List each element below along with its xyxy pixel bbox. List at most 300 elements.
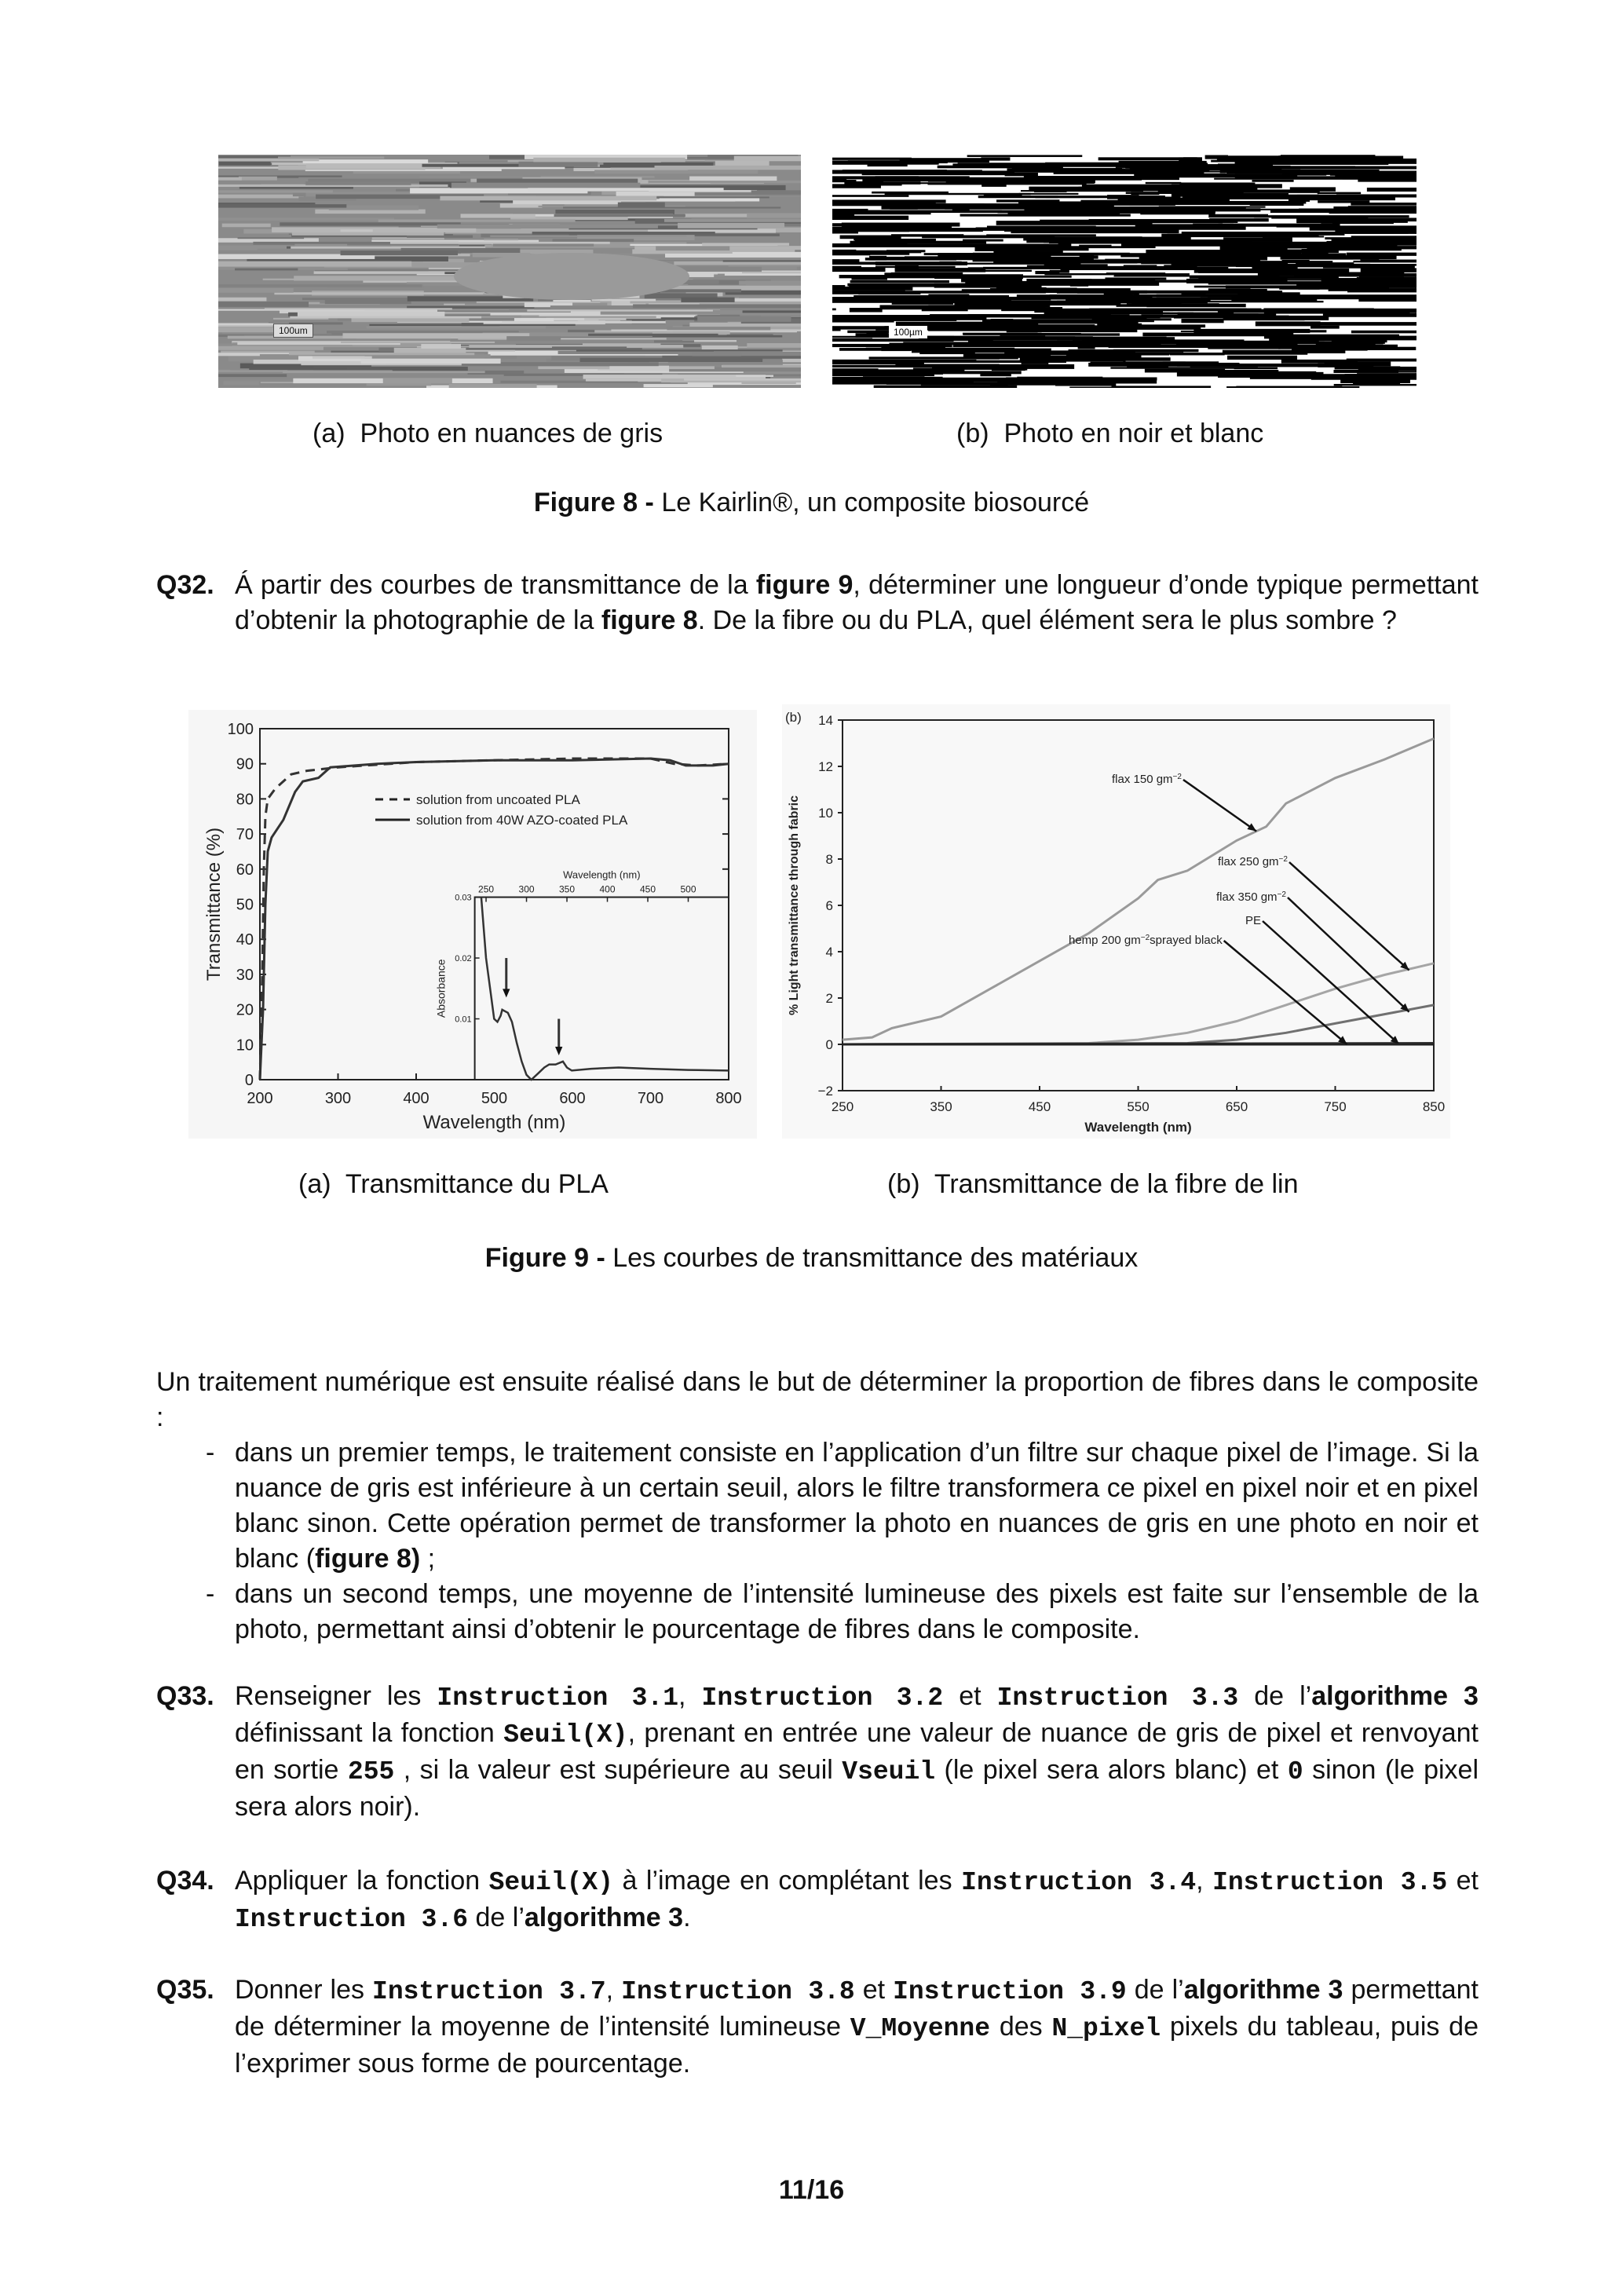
fiber-streak <box>843 369 859 372</box>
figure-title-text: Les courbes de transmittance des matériaux <box>605 1243 1139 1273</box>
fiber-streak <box>729 265 801 266</box>
fiber-streak <box>1161 234 1318 237</box>
fiber-streak <box>1270 330 1327 332</box>
fiber-streak <box>832 287 912 291</box>
fiber-streak <box>555 210 674 214</box>
fiber-streak <box>609 366 669 371</box>
fiber-streak <box>875 261 967 265</box>
fiber-streak <box>1196 267 1229 271</box>
fiber-streak <box>981 182 1006 187</box>
fiber-streak <box>1109 342 1241 345</box>
photo-grayscale <box>218 155 801 388</box>
fiber-streak <box>1022 363 1049 364</box>
series-label: PE <box>1245 914 1262 927</box>
fiber-streak <box>927 183 1086 185</box>
fiber-streak <box>843 170 947 174</box>
caption-text: Photo en noir et blanc <box>1003 419 1264 448</box>
fiber-streak <box>1208 214 1268 218</box>
fiber-streak <box>280 222 460 225</box>
caption-b <box>956 416 1263 452</box>
fiber-streak <box>1226 250 1339 253</box>
inset-y-tick-label: 0.01 <box>455 1015 472 1025</box>
fiber-streak <box>1029 187 1109 191</box>
series-label: flax 350 $gm^{-2}$ <box>1216 890 1286 904</box>
fiber-streak <box>930 314 1043 317</box>
fiber-streak <box>294 276 467 280</box>
photo-black-white <box>832 155 1416 388</box>
fiber-streak <box>1359 276 1416 280</box>
fiber-streak <box>461 214 536 218</box>
fiber-streak <box>532 232 715 235</box>
y-tick-label: 60 <box>236 861 254 879</box>
fiber-streak <box>1120 253 1222 257</box>
fiber-streak <box>278 156 384 159</box>
pla-region <box>454 253 689 300</box>
fiber-streak <box>588 334 718 336</box>
fiber-streak <box>437 225 658 229</box>
x-tick-label: 800 <box>715 1090 742 1107</box>
fiber-streak <box>239 177 277 181</box>
fiber-streak <box>477 179 638 184</box>
fiber-streak <box>1226 386 1359 388</box>
fiber-streak <box>1236 265 1406 267</box>
fiber-streak <box>290 316 481 319</box>
fiber-streak <box>832 259 859 263</box>
fiber-streak <box>1066 299 1211 301</box>
fiber-streak <box>1127 303 1219 305</box>
fiber-streak <box>850 280 949 283</box>
fiber-streak <box>963 239 1003 242</box>
fiber-streak <box>1234 313 1259 318</box>
y-tick-label: 2 <box>825 991 833 1006</box>
bullet-text: dans un premier temps, le traitement consiste en l’application d’un filtre sur chaque pixel de l’image. Si la nuance de gris est inférieure à un certain seuil, alors le filtre transformera ce pixel en pixel noir et en pixel blanc sinon. Cette opération permet de transformer la photo en nuances de gris en une photo en noir et blanc (figure 8) ; <box>235 1438 1479 1574</box>
fiber-streak <box>1072 320 1154 322</box>
fiber-streak <box>218 346 324 350</box>
series-label: flax 150 $gm^{-2}$ <box>1112 772 1182 786</box>
bullet-text: dans un second temps, une moyenne de l’intensité lumineuse des pixels est faite sur l’ensemble de la photo, permettant ainsi d’obtenir le pourcentage de fibres dans le composite. <box>235 1579 1479 1644</box>
annotation-arrow <box>1224 941 1347 1044</box>
fiber-streak <box>832 338 872 341</box>
fiber-streak <box>1234 367 1278 370</box>
fiber-streak <box>580 358 763 362</box>
fiber-streak <box>451 183 640 188</box>
fiber-streak <box>1318 192 1361 195</box>
fiber-streak <box>1032 315 1147 319</box>
fiber-streak <box>725 273 801 276</box>
fiber-streak <box>1098 387 1167 388</box>
fiber-streak <box>1078 345 1095 349</box>
fiber-streak <box>518 162 598 167</box>
fiber-streak <box>1208 346 1280 349</box>
fiber-streak <box>1208 281 1369 284</box>
fiber-streak <box>963 333 1080 335</box>
fiber-streak <box>1325 237 1416 239</box>
fiber-streak <box>1107 195 1139 199</box>
fiber-streak <box>747 213 801 218</box>
caption-label: (b) <box>887 1169 920 1199</box>
fiber-streak <box>702 243 789 245</box>
fiber-streak <box>832 266 861 269</box>
fiber-streak <box>869 256 886 261</box>
fiber-streak <box>325 300 411 304</box>
fiber-streak <box>1249 286 1318 287</box>
fiber-streak <box>1220 245 1270 250</box>
fiber-streak <box>665 254 801 258</box>
fiber-streak <box>378 219 576 221</box>
x-tick-label: 450 <box>1028 1099 1051 1114</box>
fiber-streak <box>667 327 770 330</box>
fiber-streak <box>1227 356 1297 360</box>
fiber-streak <box>649 181 801 184</box>
fiber-streak <box>883 203 985 205</box>
inset-y-axis-label: Absorbance <box>434 959 448 1018</box>
fiber-streak <box>1181 319 1223 323</box>
fiber-streak <box>832 158 912 160</box>
scale-bar-label: 100µm <box>889 326 927 338</box>
fiber-streak <box>218 302 309 307</box>
fiber-streak <box>218 204 346 207</box>
fiber-streak <box>218 218 394 221</box>
fiber-streak <box>1097 220 1223 223</box>
fiber-streak <box>837 252 909 255</box>
fiber-streak <box>1282 260 1310 263</box>
caption-a <box>298 1167 609 1202</box>
fiber-streak <box>1353 382 1400 384</box>
fiber-streak <box>895 265 919 269</box>
fiber-streak <box>832 250 856 252</box>
question-text: Donner les Instruction 3.7, Instruction 3.8 et Instruction 3.9 de l’algorithme 3 permettant de déterminer la moyenne de l’intensité lumineuse V_Moyenne des N_pixel pixels du tableau, puis de l’exprimer sous forme de pourcentage. <box>235 1975 1479 2078</box>
fiber-streak <box>1263 308 1373 311</box>
fiber-streak <box>1021 190 1143 192</box>
fiber-streak <box>1230 157 1271 160</box>
fiber-streak <box>493 243 594 246</box>
figure-title-text: Le Kairlin®, un composite biosourcé <box>653 488 1090 517</box>
fiber-streak <box>1267 322 1416 326</box>
fiber-streak <box>832 243 907 246</box>
series-label: hemp 200 $gm^{-2}sprayed$ black <box>1069 933 1223 947</box>
fiber-streak <box>218 190 333 192</box>
fiber-streak <box>832 309 836 311</box>
fiber-streak <box>944 270 1032 272</box>
fiber-streak <box>1156 201 1259 205</box>
y-tick-label: 12 <box>818 759 833 774</box>
fiber-streak <box>341 342 495 343</box>
inset-x-tick-label: 250 <box>478 883 495 895</box>
fiber-streak <box>219 162 271 166</box>
question-text: Á partir des courbes de transmittance de la figure 9, déterminer une longueur d’onde typique permettant d’obtenir la photographie de la figure 8. De la fibre ou du PLA, quel élément sera le plus sombre ? <box>235 570 1479 635</box>
fiber-streak <box>1252 180 1293 182</box>
fiber-streak <box>265 308 452 309</box>
fiber-streak <box>899 243 1072 247</box>
fiber-streak <box>533 158 685 163</box>
fiber-streak <box>218 284 422 287</box>
fiber-streak <box>979 301 1067 305</box>
figure-label: Figure 8 - <box>533 488 654 517</box>
fiber-streak <box>274 292 485 294</box>
fiber-streak <box>618 203 665 207</box>
fiber-streak <box>934 276 1072 278</box>
fiber-streak <box>739 281 801 285</box>
legend-label: solution from uncoated PLA <box>416 792 580 807</box>
fiber-streak <box>1135 224 1219 226</box>
fiber-streak <box>527 309 713 311</box>
fiber-streak <box>674 261 801 265</box>
fiber-streak <box>839 275 945 278</box>
question-number: Q35. <box>156 1975 214 2005</box>
fiber-streak <box>502 321 665 324</box>
fiber-streak <box>407 235 473 237</box>
fiber-streak <box>1181 331 1199 332</box>
fiber-streak <box>1172 184 1282 188</box>
fiber-streak <box>289 353 474 355</box>
fiber-streak <box>640 257 801 260</box>
fiber-streak <box>1127 364 1168 368</box>
y-tick-label: 14 <box>818 713 833 728</box>
caption-label: (b) <box>956 419 989 448</box>
x-axis-label: Wavelength (nm) <box>422 1112 566 1133</box>
fiber-streak <box>1250 375 1369 379</box>
fiber-streak <box>1080 200 1152 204</box>
fiber-streak <box>1026 279 1091 283</box>
scale-bar-label: 100um <box>273 324 313 338</box>
fiber-streak <box>1239 364 1329 367</box>
fiber-streak <box>218 327 282 332</box>
fiber-streak <box>967 155 1083 157</box>
fiber-streak <box>361 359 501 364</box>
fiber-streak <box>655 166 801 170</box>
fiber-streak <box>1183 196 1354 199</box>
fiber-streak <box>1174 316 1289 319</box>
fiber-streak <box>1123 361 1219 363</box>
x-tick-label: 300 <box>324 1090 352 1107</box>
fiber-streak <box>1327 342 1385 344</box>
fiber-streak <box>872 192 949 194</box>
fiber-streak <box>664 219 801 222</box>
fiber-streak <box>736 375 773 376</box>
caption-text: Photo en nuances de gris <box>360 419 663 448</box>
x-tick-label: 400 <box>403 1090 430 1107</box>
fiber-streak <box>872 200 930 203</box>
caption-text: Transmittance du PLA <box>345 1169 609 1199</box>
fiber-streak <box>1001 309 1173 311</box>
fiber-streak <box>1247 295 1357 298</box>
fiber-streak <box>874 386 1017 388</box>
y-tick-label: 6 <box>825 898 833 913</box>
fiber-streak <box>919 336 1075 339</box>
fiber-streak <box>996 199 1059 202</box>
fiber-streak <box>238 237 305 239</box>
fiber-streak <box>591 299 656 302</box>
fiber-streak <box>576 349 783 352</box>
inset-x-tick-label: 300 <box>518 883 535 895</box>
fiber-streak <box>222 224 271 228</box>
intro-paragraph: Un traitement numérique est ensuite réalisé dans le but de déterminer la proportion de fibres dans le composite : <box>156 1367 1479 1432</box>
fiber-streak <box>832 373 934 376</box>
fiber-streak <box>832 317 956 321</box>
fiber-streak <box>1115 259 1196 263</box>
caption-label: (a) <box>313 419 345 448</box>
fiber-streak <box>974 247 1036 251</box>
fiber-streak <box>1124 265 1157 266</box>
y-tick-label: 50 <box>236 896 254 914</box>
fiber-streak <box>1360 260 1416 263</box>
fiber-streak <box>702 345 738 350</box>
fiber-streak <box>1145 369 1225 373</box>
fiber-streak <box>218 261 411 267</box>
fiber-streak <box>235 269 298 271</box>
fiber-streak <box>884 272 916 275</box>
fiber-streak <box>1335 175 1416 179</box>
fiber-streak <box>369 324 575 326</box>
inset-x-tick-label: 500 <box>680 883 696 895</box>
fiber-streak <box>1323 313 1416 317</box>
y-axis-label: Transmittance (%) <box>203 827 225 982</box>
caption-text: Transmittance de la fibre de lin <box>934 1169 1299 1199</box>
fiber-streak <box>952 208 970 211</box>
fiber-streak <box>1358 367 1416 371</box>
fiber-streak <box>832 229 858 233</box>
annotation-arrow <box>1183 780 1256 832</box>
panel-label: (b) <box>785 710 802 725</box>
fiber-streak <box>303 159 429 163</box>
fiber-streak <box>553 300 590 302</box>
fiber-streak <box>832 195 908 197</box>
fiber-streak <box>306 163 440 168</box>
question-text: Renseigner les Instruction 3.1, Instruction 3.2 et Instruction 3.3 de l’algorithme 3 définissant la fonction Seuil(X), prenant en entrée une valeur de nuance de gris de pixel et renvoyant en sortie 255 , si la valeur est supérieure au seuil Vseuil (le pixel sera alors blanc) et 0 sinon (le pixel sera alors noir). <box>235 1681 1479 1822</box>
fiber-streak <box>449 384 537 388</box>
fiber-streak <box>367 384 432 386</box>
y-tick-label: 0 <box>244 1072 254 1089</box>
fiber-streak <box>1170 353 1225 355</box>
fiber-streak <box>1012 168 1084 172</box>
fiber-streak <box>997 343 1124 345</box>
fiber-streak <box>218 159 319 162</box>
fiber-streak <box>1050 270 1069 273</box>
fiber-streak <box>644 384 713 387</box>
fiber-streak <box>840 236 901 239</box>
bullet-dash: - <box>206 1438 215 1468</box>
fiber-streak <box>1179 157 1202 162</box>
fiber-streak <box>1310 326 1340 329</box>
fiber-streak <box>722 365 801 367</box>
fiber-streak <box>832 378 969 380</box>
fiber-streak <box>647 196 769 198</box>
fiber-streak <box>1134 174 1226 177</box>
fiber-streak <box>342 333 529 338</box>
y-tick-label: 90 <box>236 755 254 773</box>
y-tick-label: 40 <box>236 931 254 949</box>
fiber-streak <box>1367 188 1416 192</box>
x-axis-label: Wavelength (nm) <box>1084 1120 1192 1135</box>
fiber-streak <box>218 177 242 181</box>
chart-pla-transmittance <box>188 710 757 1139</box>
inset-y-tick-label: 0.03 <box>455 893 472 903</box>
page-number: 11/16 <box>778 2175 845 2205</box>
fiber-streak <box>1284 338 1325 341</box>
fiber-streak <box>1146 182 1182 184</box>
inset-x-tick-label: 400 <box>599 883 616 895</box>
y-tick-label: −2 <box>817 1084 833 1099</box>
fiber-streak <box>1281 155 1376 157</box>
fiber-streak <box>484 239 518 240</box>
fiber-streak <box>367 326 546 328</box>
fiber-streak <box>1033 254 1094 256</box>
fiber-streak <box>1019 193 1079 195</box>
fiber-streak <box>1004 382 1104 385</box>
grayscale-texture <box>218 155 801 388</box>
fiber-streak <box>1220 261 1332 262</box>
fiber-streak <box>1325 361 1391 366</box>
inset-y-tick-label: 0.02 <box>455 954 472 964</box>
x-tick-label: 350 <box>930 1099 952 1114</box>
fiber-streak <box>1036 355 1141 359</box>
fiber-streak <box>1131 339 1158 341</box>
fiber-streak <box>1205 155 1228 159</box>
chart-flax-transmittance <box>782 704 1450 1139</box>
figure-label: Figure 9 - <box>484 1243 605 1273</box>
fiber-streak <box>584 318 626 320</box>
y-tick-label: 30 <box>236 966 254 984</box>
fiber-streak <box>383 378 452 384</box>
fiber-streak <box>983 267 1088 269</box>
series-label: flax 250 $gm^{-2}$ <box>1218 854 1288 868</box>
fiber-streak <box>1046 196 1100 199</box>
fiber-streak <box>832 177 927 180</box>
fiber-streak <box>1351 331 1416 334</box>
caption-label: (a) <box>298 1169 331 1199</box>
fiber-streak <box>1296 219 1346 224</box>
fiber-streak <box>1045 163 1138 165</box>
fiber-streak <box>851 283 989 287</box>
fiber-streak <box>528 188 723 191</box>
y-tick-label: 100 <box>227 721 254 738</box>
fiber-streak <box>900 158 989 163</box>
fiber-streak <box>1139 325 1168 327</box>
inset-frame <box>475 898 729 1080</box>
fiber-streak <box>1178 313 1234 316</box>
fiber-streak <box>751 190 801 194</box>
fiber-streak <box>986 234 1096 236</box>
figure-9-title <box>0 1241 1623 1276</box>
fiber-streak <box>895 364 999 367</box>
fiber-streak <box>1020 325 1109 329</box>
fiber-streak <box>218 195 304 199</box>
caption-a <box>313 416 663 452</box>
x-tick-label: 700 <box>637 1090 664 1107</box>
fiber-streak <box>654 340 694 342</box>
fiber-streak <box>980 341 1104 342</box>
fiber-streak <box>1094 169 1209 171</box>
fiber-streak <box>693 352 741 356</box>
fiber-streak <box>1223 350 1345 353</box>
fiber-streak <box>390 242 610 244</box>
fiber-streak <box>1024 176 1142 181</box>
fiber-streak <box>854 239 879 240</box>
fiber-streak <box>1079 245 1111 248</box>
fiber-streak <box>681 298 734 302</box>
series-line <box>843 963 1434 1044</box>
fiber-streak <box>633 304 801 308</box>
fiber-streak <box>832 360 976 362</box>
fiber-streak <box>1040 220 1089 222</box>
fiber-streak <box>1271 215 1320 218</box>
fiber-streak <box>689 177 777 181</box>
fiber-streak <box>440 196 656 201</box>
fiber-streak <box>1164 196 1180 199</box>
fiber-streak <box>1347 288 1416 292</box>
fiber-streak <box>218 374 287 377</box>
black-white-texture <box>832 155 1416 388</box>
